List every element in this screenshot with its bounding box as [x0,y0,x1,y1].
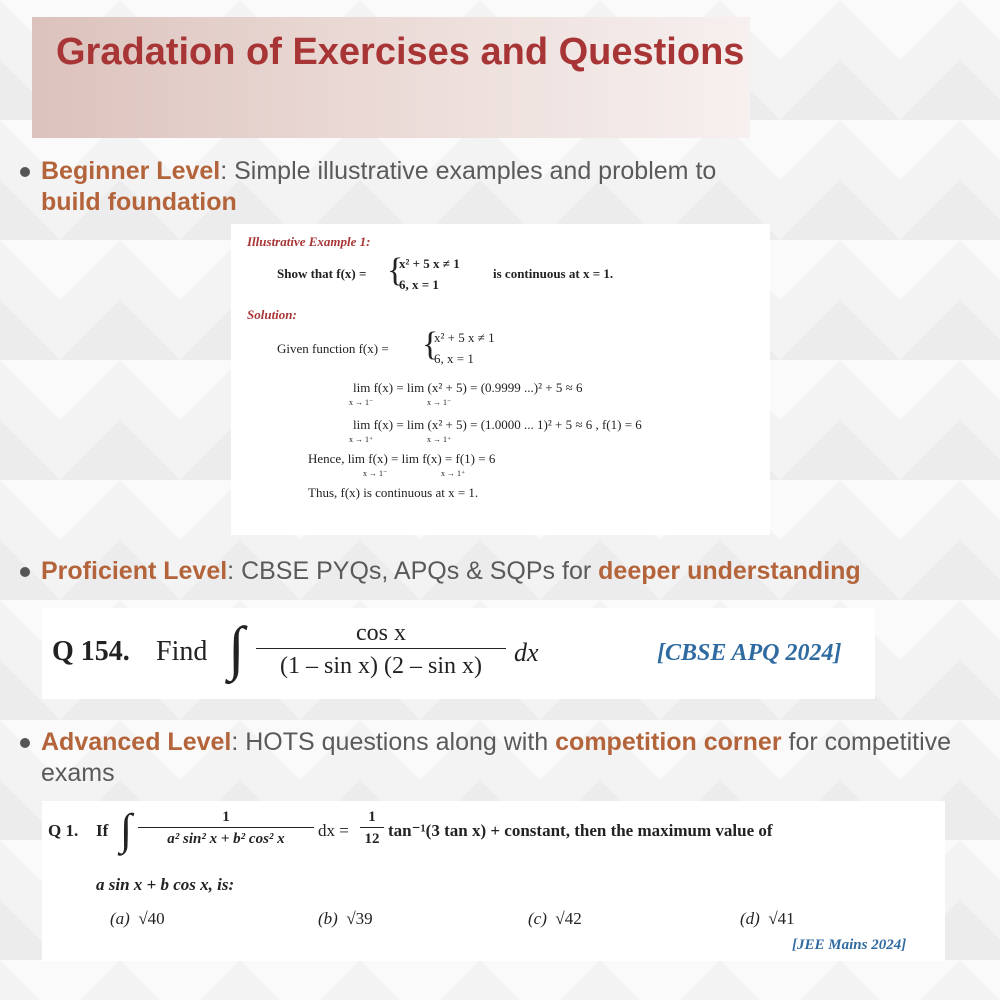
beginner-text: : Simple illustrative examples and problem to [220,157,717,185]
dx-equals: dx = [318,821,349,840]
show-that-text: Show that f(x) = [277,266,367,281]
beginner-level-label: Beginner Level [41,157,221,185]
question-1-card [42,801,945,961]
case-2: 6, x = 1 [399,277,439,292]
option-value: √39 [346,909,373,928]
bullet-beginner [20,156,800,218]
solution-label: Solution: [247,307,297,322]
question-154-card [42,608,875,699]
option-value: √41 [768,909,795,928]
bullet-dot [20,567,30,577]
option-label: (d) [740,909,760,928]
left-brace: { [422,326,439,363]
example-label: Illustrative Example 1: [247,234,371,249]
integral-sign: ∫ [120,805,133,854]
rhs-fraction [360,807,384,850]
beginner-highlight: build foundation [41,188,237,216]
proficient-level-label: Proficient Level [41,557,228,585]
given-case-1: x² + 5 x ≠ 1 [434,330,495,345]
proficient-text: : CBSE PYQs, APQs & SQPs for [227,557,592,585]
option-d [740,909,795,929]
integral-sign: ∫ [228,615,245,681]
limit-sub: x → 1⁻ [427,398,452,407]
question-number: Q 154. [52,636,130,667]
option-value: √42 [555,909,582,928]
option-label: (a) [110,909,130,928]
option-c [528,909,582,929]
illustrative-example-card [231,224,770,535]
case-1: x² + 5 x ≠ 1 [399,256,460,271]
find-text: Find [156,636,208,667]
limit-sub: x → 1⁺ [441,469,466,478]
limit-sub: x → 1⁺ [427,435,452,444]
given-text: Given function f(x) = [277,341,389,356]
denominator: (1 – sin x) (2 – sin x) [280,653,482,679]
advanced-highlight: competition corner [555,728,782,756]
source-tag: [CBSE APQ 2024] [657,640,842,666]
option-a [110,909,165,929]
denominator: a² sin² x + b² cos² x [167,831,285,847]
advanced-text: : HOTS questions along with [231,728,549,756]
rhs-text: tan⁻¹(3 tan x) + constant, then the maximum value of [388,821,773,840]
numerator: 1 [222,809,230,825]
limit-sub: x → 1⁻ [363,469,388,478]
bullet-proficient [20,556,980,587]
conclusion-line: Thus, f(x) is continuous at x = 1. [308,485,479,500]
option-label: (b) [318,909,338,928]
rhs-numerator: 1 [368,809,376,825]
bullet-advanced [20,727,980,789]
option-value: √40 [138,909,165,928]
title-banner [32,17,750,138]
proficient-highlight: deeper understanding [598,557,861,585]
left-brace: { [387,252,404,289]
if-text: If [96,821,109,840]
question-number: Q 1. [48,821,79,840]
question-line-2: a sin x + b cos x, is: [96,875,235,894]
rhs-denominator: 12 [364,831,380,847]
page-title: Gradation of Exercises and Questions [56,31,745,73]
source-tag: [JEE Mains 2024] [792,937,907,953]
limit-sub: x → 1⁺ [349,435,374,444]
given-case-2: 6, x = 1 [434,351,474,366]
fraction [138,807,314,850]
bullet-dot [20,167,30,177]
bullet-dot [20,738,30,748]
option-b [318,909,373,929]
limit-line-3: Hence, lim f(x) = lim f(x) = f(1) = 6 [308,451,496,466]
dx-text: dx [514,638,539,667]
advanced-level-label: Advanced Level [41,728,232,756]
limit-line-2: lim f(x) = lim (x² + 5) = (1.0000 ... 1)² + 5 ≈ 6 , f(1) = 6 [353,417,642,432]
numerator: cos x [356,620,406,646]
continuity-claim: is continuous at x = 1. [493,266,614,281]
advanced-tail: for competitive exams [41,728,952,787]
limit-sub: x → 1⁻ [349,398,374,407]
fraction [256,618,506,683]
limit-line-1: lim f(x) = lim (x² + 5) = (0.9999 ...)² + 5 ≈ 6 [353,380,583,395]
option-label: (c) [528,909,547,928]
